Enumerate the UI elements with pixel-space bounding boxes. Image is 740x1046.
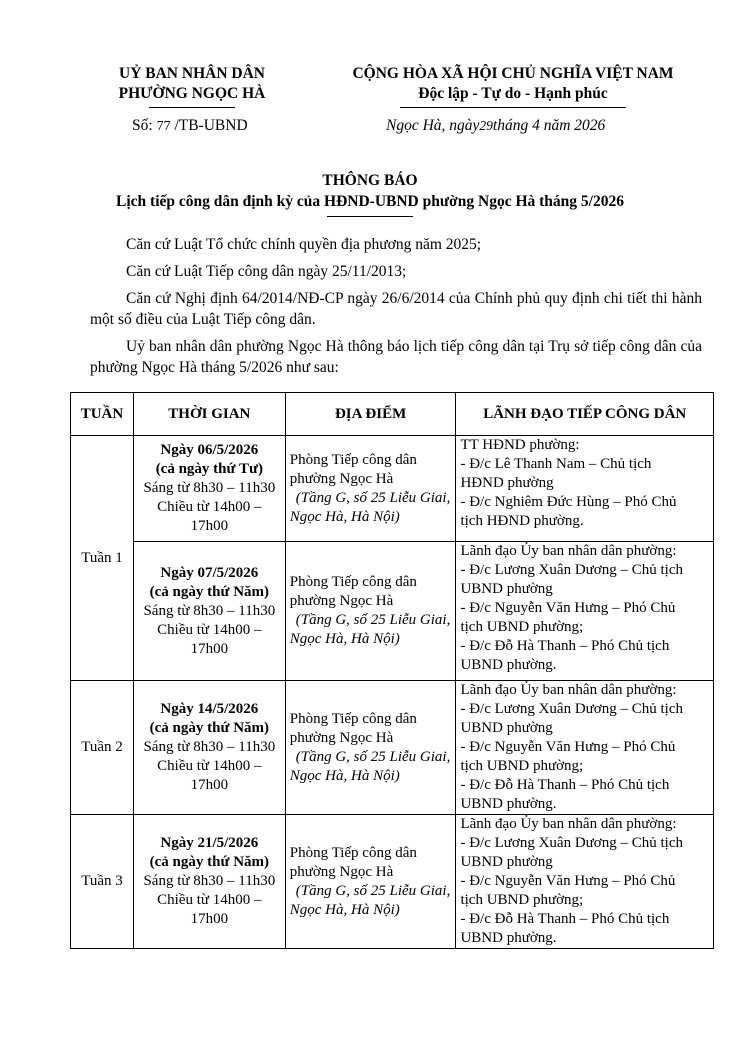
notice-body [90,234,702,384]
leader-line: Lãnh đạo Ủy ban nhân dân phường: [460,543,677,559]
leader-line: tịch HĐND phường. [460,513,584,529]
leader-line: - Đ/c Lương Xuân Dương – Chủ tịch [460,701,683,717]
morning-hours: Sáng từ 8h30 – 11h30 [143,739,276,755]
time-cell [133,542,285,681]
leader-line: Lãnh đạo Ủy ban nhân dân phường: [460,816,677,832]
leader-line: UBND phường [460,854,553,870]
header-week: TUẦN [71,393,134,436]
issuing-authority [92,64,292,108]
place-ward: phường Ngọc Hà [289,593,394,609]
date-prefix: Ngọc Hà, ngày [386,117,480,134]
place-name: Phòng Tiếp công dân [289,451,417,468]
national-motto [330,64,696,108]
leader-line: tịch UBND phường; [460,619,584,635]
leader-line: UBND phường [460,581,553,597]
afternoon-hours: Chiều từ 14h00 – 17h00 [157,621,262,657]
leader-line: Lãnh đạo Ủy ban nhân dân phường: [460,682,677,698]
leader-line: tịch UBND phường; [460,892,584,908]
place-cell [285,542,456,681]
leaders-cell [456,681,714,815]
time-cell [133,436,285,542]
place-city: Ngọc Hà, Hà Nội) [289,901,400,918]
authority-line-1: UỶ BAN NHÂN DÂN [119,65,265,82]
doc-no-suffix: /TB-UBND [174,117,248,134]
legal-basis-2: Căn cứ Luật Tiếp công dân ngày 25/11/2013; [126,263,407,280]
table-row [71,815,714,949]
place-name: Phòng Tiếp công dân [289,844,417,861]
reception-day: (cả ngày thứ Năm) [149,720,270,736]
place-city: Ngọc Hà, Hà Nội) [289,508,400,525]
table-row [71,681,714,815]
leader-line: - Đ/c Đỗ Hà Thanh – Phó Chủ tịch [460,777,670,793]
leader-line: - Đ/c Đỗ Hà Thanh – Phó Chủ tịch [460,638,670,654]
place-address: (Tầng G, số 25 Liễu Giai, [295,882,451,899]
authority-underline [149,107,235,108]
time-cell [133,681,285,815]
reception-date: Ngày 21/5/2026 [160,835,259,851]
doc-no-value: 77 [156,119,171,134]
leaders-cell [456,815,714,949]
place-ward: phường Ngọc Hà [289,470,394,487]
document-date [386,117,605,135]
afternoon-hours: Chiều từ 14h00 – 17h00 [157,758,262,793]
motto-underline [400,107,626,108]
morning-hours: Sáng từ 8h30 – 11h30 [143,480,276,496]
leader-line: tịch UBND phường; [460,758,584,774]
place-name: Phòng Tiếp công dân [289,710,417,727]
legal-basis-1: Căn cứ Luật Tổ chức chính quyền địa phương năm 2025; [126,236,482,253]
morning-hours: Sáng từ 8h30 – 11h30 [143,873,276,889]
place-address: (Tầng G, số 25 Liễu Giai, [295,489,451,506]
reception-day: (cả ngày thứ Năm) [149,854,270,870]
place-ward: phường Ngọc Hà [289,729,394,746]
table-row [71,542,714,681]
place-ward: phường Ngọc Hà [289,863,394,880]
document-number [132,117,248,135]
time-cell [133,815,285,949]
week-cell: Tuần 3 [71,815,134,949]
place-cell [285,681,456,815]
header-time: THỜI GIAN [133,393,285,436]
authority-line-2: PHƯỜNG NGỌC HÀ [118,85,266,102]
afternoon-hours: Chiều từ 14h00 – 17h00 [157,892,262,927]
place-address: (Tầng G, số 25 Liễu Giai, [295,748,451,765]
leader-line: - Đ/c Lê Thanh Nam – Chủ tịch [460,456,652,472]
place-city: Ngọc Hà, Hà Nội) [289,631,400,647]
leader-line: - Đ/c Đỗ Hà Thanh – Phó Chủ tịch [460,911,670,927]
reception-day: (cả ngày thứ Tư) [155,461,264,477]
place-cell [285,815,456,949]
leader-line: UBND phường. [460,657,557,673]
doc-no-prefix: Số: [132,117,153,134]
date-suffix: tháng 4 năm 2026 [492,117,606,134]
motto: Độc lập - Tự do - Hạnh phúc [418,85,608,102]
leaders-cell [456,436,714,542]
date-day: 29 [479,118,493,133]
table-row [71,436,714,542]
reception-day: (cả ngày thứ Năm) [149,583,270,600]
leader-line: - Đ/c Nghiêm Đức Hùng – Phó Chủ [460,494,677,510]
legal-basis-3: Căn cứ Nghị định 64/2014/NĐ-CP ngày 26/6/2014 của Chính phủ quy định chi tiết thi hành một số điều của Luật Tiếp công dân. [90,290,702,328]
nation-name: CỘNG HÒA XÃ HỘI CHỦ NGHĨA VIỆT NAM [352,65,674,82]
title-underline [327,216,413,217]
morning-hours: Sáng từ 8h30 – 11h30 [143,602,276,619]
afternoon-hours: Chiều từ 14h00 – 17h00 [157,499,262,534]
title-main: THÔNG BÁO [322,172,418,189]
leader-line: - Đ/c Nguyễn Văn Hưng – Phó Chủ [460,739,676,755]
reception-date: Ngày 06/5/2026 [160,442,259,458]
header-leaders: LÃNH ĐẠO TIẾP CÔNG DÂN [456,393,714,436]
place-cell [285,436,456,542]
leader-line: UBND phường [460,720,553,736]
place-city: Ngọc Hà, Hà Nội) [289,767,400,784]
reception-schedule-table [70,392,714,949]
leader-line: TT HĐND phường: [460,437,580,453]
leader-line: HĐND phường [460,475,554,491]
announcement-intro: Uỷ ban nhân dân phường Ngọc Hà thông báo lịch tiếp công dân tại Trụ sở tiếp công dân của phường Ngọc Hà tháng 5/2026 như sau: [90,338,702,376]
week-cell: Tuần 1 [71,436,134,681]
leader-line: UBND phường. [460,796,557,812]
notice-title [60,170,680,217]
reception-date: Ngày 14/5/2026 [160,701,259,717]
table-header-row [71,393,714,436]
leader-line: UBND phường. [460,930,557,946]
week-cell: Tuần 2 [71,681,134,815]
reception-date: Ngày 07/5/2026 [160,564,259,581]
leader-line: - Đ/c Nguyễn Văn Hưng – Phó Chủ [460,600,676,616]
header-place: ĐỊA ĐIỂM [285,393,456,436]
leader-line: - Đ/c Lương Xuân Dương – Chủ tịch [460,562,683,578]
place-name: Phòng Tiếp công dân [289,574,417,590]
title-sub: Lịch tiếp công dân định kỳ của HĐND-UBND phường Ngọc Hà tháng 5/2026 [116,193,624,210]
place-address: (Tầng G, số 25 Liễu Giai, [295,612,451,628]
leader-line: - Đ/c Nguyễn Văn Hưng – Phó Chủ [460,873,676,889]
leaders-cell [456,542,714,681]
leader-line: - Đ/c Lương Xuân Dương – Chủ tịch [460,835,683,851]
